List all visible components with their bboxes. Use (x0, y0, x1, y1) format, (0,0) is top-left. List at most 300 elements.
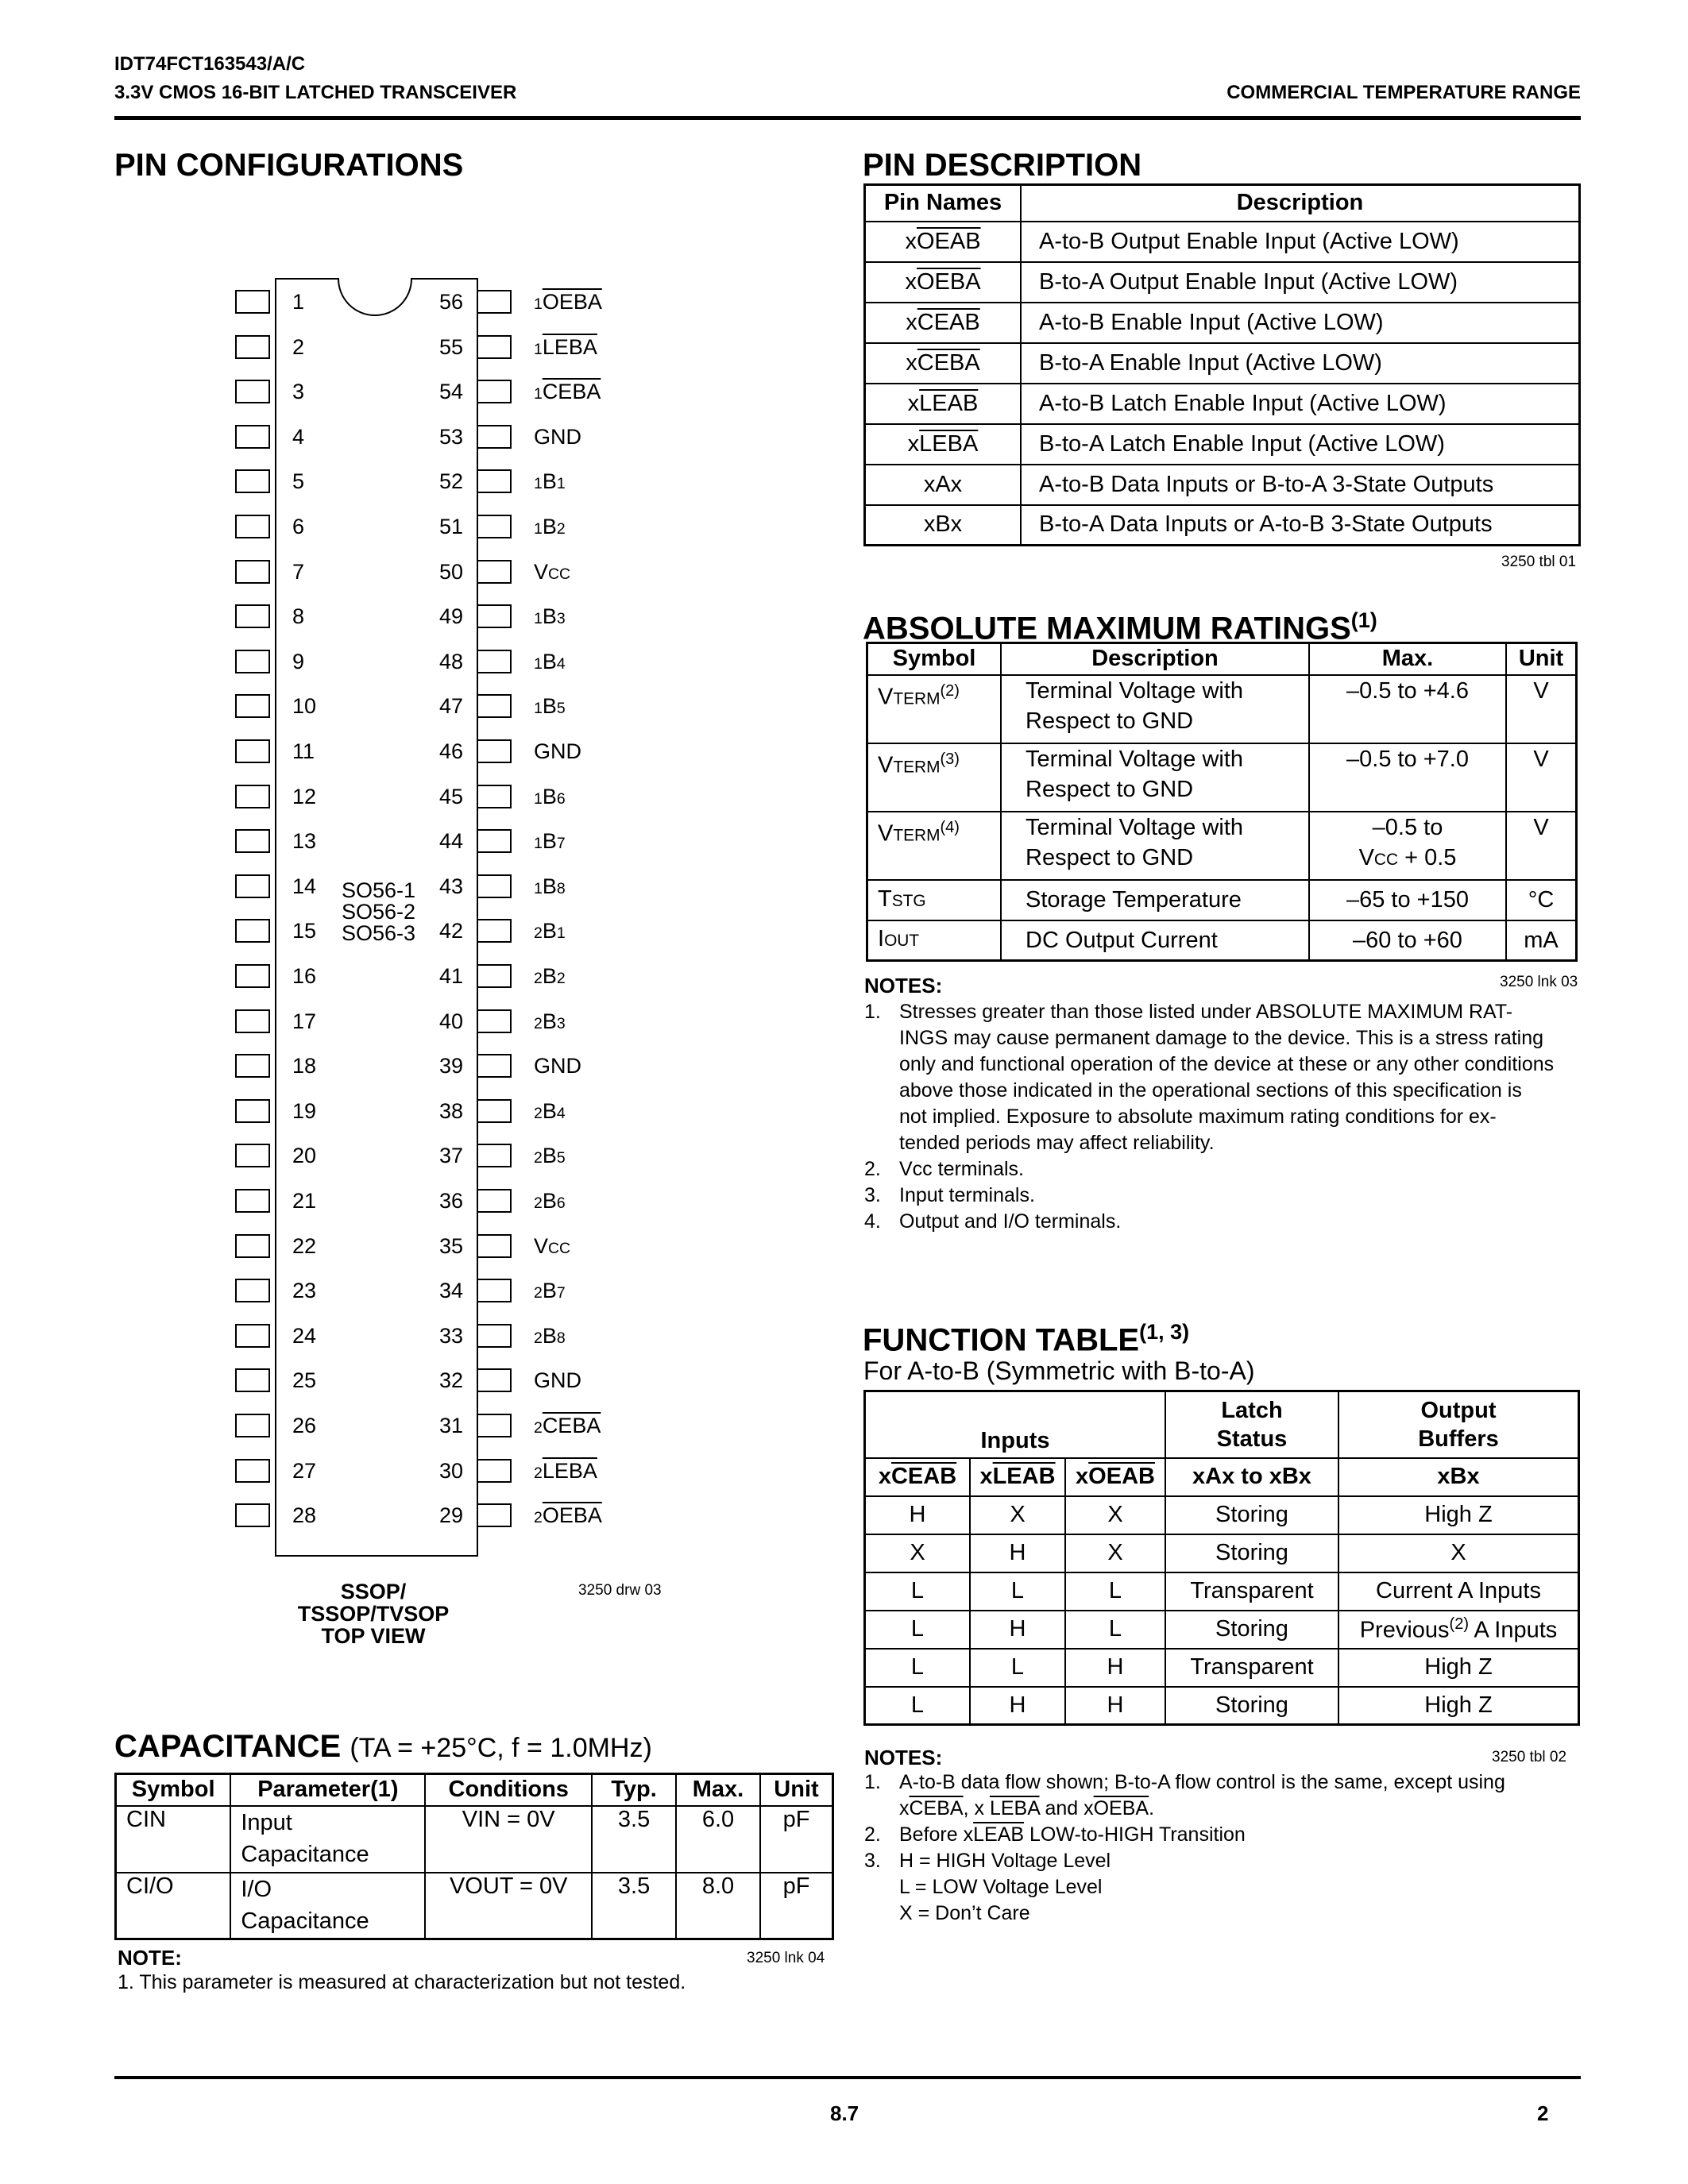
pin-number: 21 (292, 1189, 317, 1213)
cap-symbol: CI/O (116, 1873, 231, 1939)
pin-pad (477, 380, 512, 403)
pin-pad (235, 650, 270, 673)
pin-pad (477, 919, 512, 943)
pin-pad (235, 1054, 270, 1078)
cap-max: 8.0 (676, 1873, 760, 1939)
function-cell: H (865, 1496, 971, 1534)
pin-name: GND (534, 1368, 581, 1393)
col-header: Symbol (116, 1774, 231, 1806)
pin-number: 45 (439, 784, 464, 808)
pin-pad (235, 1099, 270, 1123)
col-header: xAx to xBx (1165, 1458, 1338, 1496)
col-header: Max. (1309, 643, 1506, 675)
col-header: Symbol (867, 643, 1002, 675)
pin-number: 26 (292, 1414, 317, 1437)
pin-pad (477, 1234, 512, 1258)
pin-desc-cell: B-to-A Latch Enable Input (Active LOW) (1021, 424, 1580, 465)
pin-name-cell: xLEBA (865, 424, 1022, 465)
pin-pad (477, 604, 512, 628)
pin-number: 4 (292, 424, 305, 449)
pin-desc-cell: A-to-B Data Inputs or B-to-A 3-State Outputs (1021, 465, 1580, 505)
pin-pad (477, 874, 512, 898)
temperature-range: COMMERCIAL TEMPERATURE RANGE (1226, 82, 1581, 103)
unit-cell: mA (1506, 920, 1577, 961)
cap-typ: 3.5 (592, 1873, 676, 1939)
abs-notes-title: NOTES: (864, 974, 943, 997)
col-header: Description (1021, 185, 1580, 222)
pin-desc-ref: 3250 tbl 01 (1501, 554, 1577, 570)
pin-name: GND (534, 424, 581, 449)
pin-name: 1B8 (534, 874, 566, 898)
col-header: Unit (760, 1774, 833, 1806)
pin-pad (477, 694, 512, 718)
col-header: xLEAB (970, 1458, 1065, 1496)
pin-number: 46 (439, 739, 464, 763)
table-row (865, 1572, 1579, 1611)
pin-name-cell: xLEAB (865, 384, 1022, 424)
header-line: Status (1216, 1426, 1288, 1452)
pin-number: 42 (439, 919, 464, 943)
pin-pad (235, 874, 270, 898)
pin-number: 5 (292, 469, 305, 494)
pin-pad (235, 919, 270, 943)
col-header: Unit (1506, 643, 1577, 675)
pin-pad (235, 1144, 270, 1167)
pin-number: 19 (292, 1098, 317, 1123)
pin-diagram (0, 0, 842, 1668)
pin-number: 36 (439, 1189, 464, 1213)
pin-number: 14 (292, 874, 317, 898)
function-cell: High Z (1338, 1649, 1579, 1687)
pin-desc-cell: B-to-A Enable Input (Active LOW) (1021, 343, 1580, 384)
note-number: 2. (864, 1823, 881, 1846)
pin-name: 2B8 (534, 1323, 566, 1348)
col-header: xCEAB (865, 1458, 971, 1496)
description-cell: Terminal Voltage with Respect to GND (1001, 812, 1309, 880)
max-cell: –0.5 to +7.0 (1309, 743, 1506, 812)
cap-ref: 3250 lnk 04 (747, 1950, 825, 1966)
cap-symbol: CIN (116, 1806, 231, 1873)
pin-number: 12 (292, 784, 317, 808)
pin-name: 2B5 (534, 1144, 566, 1168)
note-number: 3. (864, 1850, 881, 1872)
table-row (867, 880, 1577, 920)
note-item (864, 1848, 1581, 1927)
max-cell: –65 to +150 (1309, 880, 1506, 920)
page-number: 2 (1537, 2101, 1549, 2125)
package-label: SO56-1 (342, 878, 416, 902)
cap-max: 6.0 (676, 1806, 760, 1873)
pin-pad (235, 1279, 270, 1302)
note-item (864, 1209, 1581, 1235)
capacitance-title-text: CAPACITANCE (114, 1729, 342, 1764)
symbol-cell: VTERM$^{(2)}$ (867, 675, 1002, 743)
pin-pad (235, 380, 270, 403)
pin-name: 2B1 (534, 919, 566, 943)
unit-cell: °C (1506, 880, 1577, 920)
pin-name: VCC (534, 1233, 571, 1258)
pin-pad (477, 1414, 512, 1437)
function-cell: Current A Inputs (1338, 1572, 1579, 1611)
pin-number: 18 (292, 1054, 317, 1078)
note-item (864, 1156, 1581, 1183)
pin-pad (235, 1324, 270, 1348)
pin-pad (235, 515, 270, 538)
pin-number: 41 (439, 964, 464, 988)
pin-pad (477, 1368, 512, 1392)
pin-number: 22 (292, 1233, 317, 1258)
function-cell: H (970, 1687, 1065, 1725)
function-cell: Storing (1165, 1687, 1338, 1725)
note-item (864, 1822, 1581, 1848)
pin-number: 31 (439, 1414, 464, 1437)
func-notes-title: NOTES: (864, 1746, 943, 1769)
header-line: Latch (1221, 1397, 1283, 1423)
note-text: A-to-B data flow shown; B-to-A flow control is the same, except using xCEBA, x LEBA and xOEBA. (899, 1771, 1505, 1819)
pin-pad (477, 515, 512, 538)
pin-name: 2B3 (534, 1009, 566, 1033)
symbol-cell: IOUT (867, 920, 1002, 961)
pin-pad (235, 785, 270, 808)
function-cell: Storing (1165, 1534, 1338, 1572)
function-cell: X (1065, 1534, 1165, 1572)
note-text: H = HIGH Voltage Level L = LOW Voltage Level X = Don’t Care (899, 1850, 1111, 1924)
pin-pad (477, 650, 512, 673)
description-cell: Terminal Voltage with Respect to GND (1001, 675, 1309, 743)
note-text: Output and I/O terminals. (899, 1210, 1122, 1233)
note-number: 2. (864, 1158, 881, 1180)
package-labels (342, 880, 415, 944)
pin-pad (235, 1009, 270, 1033)
note-text: Input terminals. (899, 1184, 1035, 1206)
cap-note-title: NOTE: (118, 1946, 182, 1970)
table-row (865, 465, 1580, 505)
pin-number: 51 (439, 515, 464, 538)
pin-description-table (863, 183, 1581, 546)
pin-name: 1B7 (534, 829, 566, 854)
symbol-cell: VTERM$^{(3)}$ (867, 743, 1002, 812)
function-cell: L (865, 1572, 971, 1611)
pin-pad (235, 739, 270, 763)
note-number: 4. (864, 1210, 881, 1233)
pin-number: 10 (292, 694, 317, 719)
note-text: Stresses greater than those listed under ABSOLUTE MAXIMUM RAT- INGS may cause permanent damage to the device. This is a stress rating only and functional operation of the device at these or any other conditions above those indicated in the operational sections of this specification is not implied. Exposure to absolute maximum rating conditions for ex- tended periods may affect reliability. (899, 1001, 1555, 1154)
pin-pad (477, 1099, 512, 1123)
function-cell: X (1065, 1496, 1165, 1534)
pin-number: 29 (439, 1503, 464, 1528)
table-row (867, 920, 1577, 961)
function-cell: Transparent (1165, 1649, 1338, 1687)
function-title-sup: (1, 3) (1139, 1320, 1190, 1344)
function-cell: L (865, 1611, 971, 1649)
cap-note: 1. This parameter is measured at characterization but not tested. (118, 1971, 686, 1993)
pin-name: 1B2 (534, 515, 566, 538)
pin-pad (235, 1189, 270, 1213)
pin-name: VCC (534, 559, 571, 584)
pin-number: 24 (292, 1323, 317, 1348)
unit-cell: V (1506, 743, 1577, 812)
cap-typ: 3.5 (592, 1806, 676, 1873)
pin-pad (477, 1503, 512, 1527)
pin-pad (235, 694, 270, 718)
function-cell: L (1065, 1572, 1165, 1611)
function-cell: L (1065, 1611, 1165, 1649)
col-header: xBx (1338, 1458, 1579, 1496)
pin-name-cell: xOEBA (865, 262, 1022, 303)
col-header: Max. (676, 1774, 760, 1806)
function-cell: H (970, 1611, 1065, 1649)
note-number: 1. (864, 1771, 881, 1793)
pin-name: 2B2 (534, 964, 566, 988)
pin-number: 13 (292, 829, 317, 854)
note-item (864, 1769, 1581, 1822)
latch-status-header (1165, 1391, 1338, 1458)
abs-max-title-text: ABSOLUTE MAXIMUM RATINGS (863, 611, 1351, 646)
pin-name: 1B5 (534, 694, 566, 719)
pin-number: 2 (292, 334, 305, 359)
description-cell: DC Output Current (1001, 920, 1309, 961)
note-item (864, 1183, 1581, 1209)
pin-pad (235, 1459, 270, 1483)
cap-parameter (230, 1873, 425, 1939)
pin-desc-cell: B-to-A Data Inputs or A-to-B 3-State Outputs (1021, 505, 1580, 546)
max-cell: –0.5 to +4.6 (1309, 675, 1506, 743)
pin-pad (235, 1368, 270, 1392)
note-number: 3. (864, 1184, 881, 1206)
pin-number: 9 (292, 649, 305, 673)
table-row (867, 812, 1577, 880)
table-row (865, 1534, 1579, 1572)
cell-line: Capacitance (241, 1841, 369, 1867)
pin-number: 55 (439, 334, 464, 359)
pin-number: 53 (439, 424, 464, 449)
pin-pad (235, 290, 270, 314)
pin-pad (477, 290, 512, 314)
pin-number: 54 (439, 380, 464, 404)
col-header: Typ. (592, 1774, 676, 1806)
pin-number: 30 (439, 1458, 464, 1483)
pin-number: 1 (292, 290, 305, 314)
pin-pad (477, 785, 512, 808)
unit-cell: V (1506, 812, 1577, 880)
pin-config-title: PIN CONFIGURATIONS (114, 148, 464, 183)
function-cell: High Z (1338, 1687, 1579, 1725)
package-label: SO56-2 (342, 900, 416, 924)
pin-pad (477, 469, 512, 493)
package-view-label (270, 1580, 477, 1647)
cap-condition: VIN = 0V (425, 1806, 592, 1873)
pin-number: 11 (292, 739, 315, 763)
cell-line: I/O (241, 1876, 272, 1902)
cap-unit: pF (760, 1873, 833, 1939)
function-cell: L (970, 1649, 1065, 1687)
pin-name: 2OEBA (534, 1503, 602, 1528)
table-row (865, 1611, 1579, 1649)
pin-pad (235, 829, 270, 853)
pin-pad (235, 604, 270, 628)
table-row (865, 424, 1580, 465)
pin-number: 43 (439, 874, 464, 898)
pin-number: 49 (439, 604, 464, 629)
pin-number: 56 (439, 290, 464, 314)
pin-name: 2B7 (534, 1279, 566, 1303)
note-number: 1. (864, 1001, 881, 1023)
function-title-text: FUNCTION TABLE (863, 1322, 1140, 1358)
output-buffers-header (1338, 1391, 1579, 1458)
inputs-group-header: Inputs (865, 1391, 1166, 1458)
pin-pad (235, 1234, 270, 1258)
note-item (864, 999, 1581, 1156)
view-label-line: TSSOP/TVSOP (297, 1602, 450, 1626)
table-row (865, 343, 1580, 384)
table-row (865, 262, 1580, 303)
table-row (865, 222, 1580, 262)
function-table-subtitle: For A-to-B (Symmetric with B-to-A) (863, 1356, 1255, 1385)
cell-line: Input (241, 1809, 292, 1835)
max-cell: –60 to +60 (1309, 920, 1506, 961)
pin-number: 40 (439, 1009, 464, 1033)
part-number: IDT74FCT163543/A/C (114, 53, 306, 75)
function-cell: X (1338, 1534, 1579, 1572)
doc-subtitle: 3.3V CMOS 16-BIT LATCHED TRANSCEIVER (114, 82, 517, 103)
pin-number: 7 (292, 559, 305, 584)
pin-pad (235, 469, 270, 493)
pin-number: 28 (292, 1503, 317, 1528)
pin-name: 2B4 (534, 1098, 566, 1123)
pin-name: GND (534, 739, 581, 763)
pin-number: 48 (439, 649, 464, 673)
col-header: Pin Names (865, 185, 1022, 222)
cap-parameter (230, 1806, 425, 1873)
pin-number: 3 (292, 380, 305, 404)
abs-ref: 3250 lnk 03 (1500, 974, 1578, 990)
pin-pad (477, 739, 512, 763)
pin-pad (477, 560, 512, 584)
footer-section: 8.7 (830, 2101, 859, 2125)
pin-pad (235, 1503, 270, 1527)
pin-number: 8 (292, 604, 305, 629)
pin-pad (477, 1144, 512, 1167)
cap-condition: VOUT = 0V (425, 1873, 592, 1939)
pin-name-cell: xBx (865, 505, 1022, 546)
table-row (865, 303, 1580, 343)
header-line: Buffers (1418, 1426, 1499, 1452)
footer-rule (114, 2076, 1581, 2079)
pin-name-cell: xAx (865, 465, 1022, 505)
pin-number: 35 (439, 1233, 464, 1258)
pin-number: 20 (292, 1144, 317, 1168)
function-cell: High Z (1338, 1496, 1579, 1534)
pin-name: 1LEBA (534, 334, 597, 359)
max-cell: –0.5 to VCC + 0.5 (1309, 812, 1506, 880)
pin-number: 23 (292, 1279, 317, 1303)
col-header: Description (1001, 643, 1309, 675)
table-row (865, 384, 1580, 424)
pin-desc-cell: A-to-B Enable Input (Active LOW) (1021, 303, 1580, 343)
pin-pad (477, 1189, 512, 1213)
pin-pad (477, 1054, 512, 1078)
pin-pad (477, 425, 512, 449)
pin-name: 1OEBA (534, 290, 602, 314)
col-header: xOEAB (1065, 1458, 1165, 1496)
pin-pad (477, 829, 512, 853)
pin-name: 2B6 (534, 1189, 566, 1213)
table-row (116, 1806, 833, 1873)
abs-max-title-sup: (1) (1350, 608, 1377, 632)
symbol-cell: TSTG (867, 880, 1002, 920)
pin-number: 32 (439, 1368, 464, 1393)
pin-pad (235, 964, 270, 988)
function-table (863, 1390, 1580, 1726)
header-line: Output (1420, 1397, 1497, 1423)
function-cell: H (1065, 1687, 1165, 1725)
pin-number: 6 (292, 515, 305, 538)
pin-pad (477, 335, 512, 359)
table-row (865, 1649, 1579, 1687)
pin-desc-cell: B-to-A Output Enable Input (Active LOW) (1021, 262, 1580, 303)
abs-max-table (866, 642, 1578, 962)
pin-pad (477, 1009, 512, 1033)
table-row (116, 1873, 833, 1939)
col-header: Conditions (425, 1774, 592, 1806)
view-label-line: SSOP/ (340, 1580, 407, 1603)
capacitance-title (114, 1728, 652, 1766)
pin-desc-cell: A-to-B Output Enable Input (Active LOW) (1021, 222, 1580, 262)
description-cell: Storage Temperature (1001, 880, 1309, 920)
pin-name: 1B1 (534, 469, 566, 494)
pin-pad (477, 1459, 512, 1483)
package-label: SO56-3 (342, 921, 416, 945)
function-cell: L (970, 1572, 1065, 1611)
pin-name: 1B3 (534, 604, 566, 629)
pin-number: 44 (439, 829, 464, 854)
pin-pad (477, 1324, 512, 1348)
pin-name: 1B4 (534, 649, 566, 673)
pin-number: 50 (439, 559, 464, 584)
func-notes (864, 1769, 1581, 1927)
function-cell: H (970, 1534, 1065, 1572)
pin-name: GND (534, 1054, 581, 1078)
pin-name: 1B6 (534, 784, 566, 808)
pin-pad (477, 1279, 512, 1302)
table-row (867, 675, 1577, 743)
pin-pad (235, 335, 270, 359)
cap-unit: pF (760, 1806, 833, 1873)
pin-name-cell: xCEAB (865, 303, 1022, 343)
pin-number: 25 (292, 1368, 317, 1393)
pin-number: 39 (439, 1054, 464, 1078)
function-cell: X (970, 1496, 1065, 1534)
abs-notes (864, 999, 1581, 1235)
pin-name-cell: xCEBA (865, 343, 1022, 384)
pin-pad (477, 964, 512, 988)
col-header: Parameter(1) (230, 1774, 425, 1806)
symbol-cell: VTERM$^{(4)}$ (867, 812, 1002, 880)
pin-number: 15 (292, 919, 317, 943)
note-text: Before xLEAB LOW-to-HIGH Transition (899, 1823, 1246, 1846)
function-cell: Previous$^{(2)}$ A Inputs (1338, 1611, 1579, 1649)
func-ref: 3250 tbl 02 (1492, 1749, 1567, 1765)
cell-line: Capacitance (241, 1908, 369, 1934)
pin-number: 17 (292, 1009, 317, 1033)
table-row (865, 505, 1580, 546)
capacitance-table (114, 1773, 834, 1940)
pin-pad (235, 425, 270, 449)
drawing-ref: 3250 drw 03 (578, 1582, 662, 1599)
pin-number: 27 (292, 1458, 317, 1483)
function-cell: H (1065, 1649, 1165, 1687)
pin-description-title: PIN DESCRIPTION (863, 148, 1142, 183)
